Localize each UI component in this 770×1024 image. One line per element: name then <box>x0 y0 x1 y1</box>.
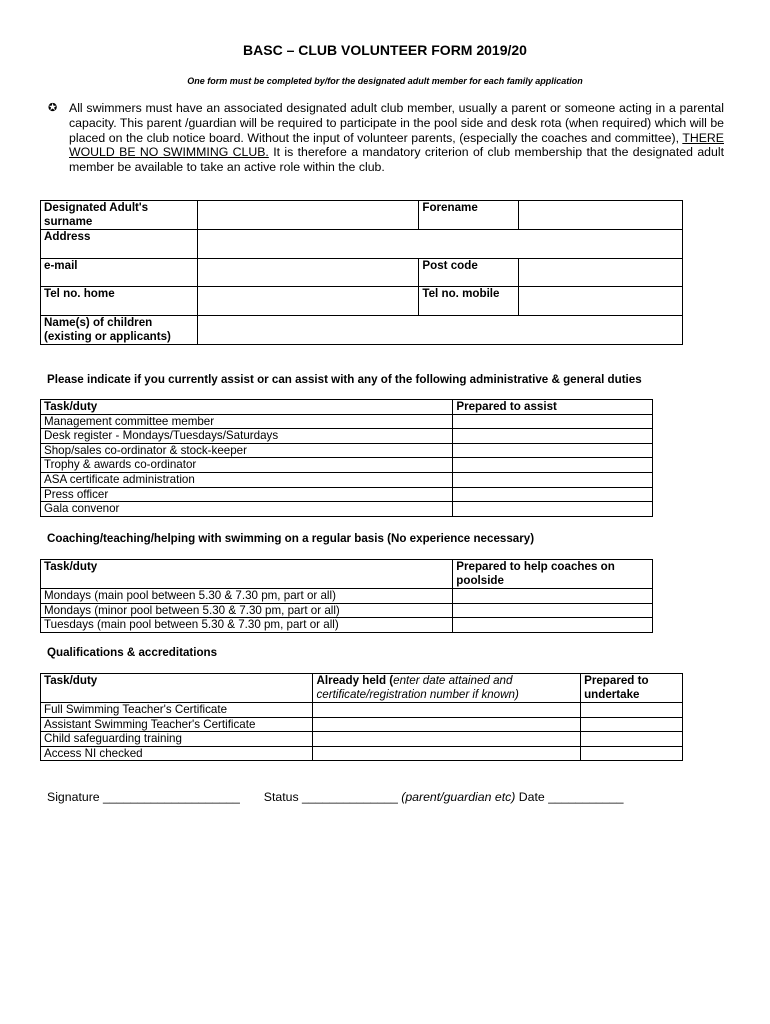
bullet-icon: ✪ <box>48 102 58 114</box>
admin-row-label: Management committee member <box>41 414 453 429</box>
admin-row-label: Gala convenor <box>41 502 453 517</box>
intro-text-2: It is therefore a mandatory criterion of club membership that the designated adult member be available to take an active role within the club. <box>69 145 724 175</box>
tel-mobile-label: Tel no. mobile <box>419 287 519 316</box>
tel-home-field[interactable] <box>197 287 419 316</box>
date-field[interactable]: Date ___________ <box>518 790 624 804</box>
intro-paragraph <box>48 101 724 175</box>
email-label: e-mail <box>41 259 198 287</box>
qualifications-heading: Qualifications & accreditations <box>47 646 218 659</box>
signature-line <box>47 790 623 804</box>
qual-undertake-field[interactable] <box>581 717 683 732</box>
email-field[interactable] <box>197 259 419 287</box>
forename-field[interactable] <box>519 201 683 230</box>
admin-row-label: Trophy & awards co-ordinator <box>41 458 453 473</box>
coaching-col-task: Task/duty <box>41 560 453 589</box>
surname-label: Designated Adult's surname <box>41 201 198 230</box>
coaching-row-checkbox[interactable] <box>453 618 653 633</box>
surname-field[interactable] <box>197 201 419 230</box>
admin-row-checkbox[interactable] <box>453 414 653 429</box>
coaching-row-label: Tuesdays (main pool between 5.30 & 7.30 pm, part or all) <box>41 618 453 633</box>
admin-col-prepared: Prepared to assist <box>453 400 653 415</box>
qual-row-label: Access NI checked <box>41 746 313 761</box>
coaching-table <box>40 559 653 633</box>
postcode-field[interactable] <box>519 259 683 287</box>
admin-row-checkbox[interactable] <box>453 487 653 502</box>
forename-label: Forename <box>419 201 519 230</box>
qual-held-field[interactable] <box>313 717 581 732</box>
address-field[interactable] <box>197 230 682 259</box>
form-subtitle: One form must be completed by/for the designated adult member for each family application <box>187 76 583 86</box>
admin-row-checkbox[interactable] <box>453 429 653 444</box>
qual-col-undertake: Prepared to undertake <box>581 674 683 703</box>
admin-row-checkbox[interactable] <box>453 458 653 473</box>
admin-row-label: ASA certificate administration <box>41 472 453 487</box>
qual-col-task: Task/duty <box>41 674 313 703</box>
qual-held-field[interactable] <box>313 703 581 718</box>
children-label: Name(s) of children (existing or applicants) <box>41 316 198 345</box>
qual-held-field[interactable] <box>313 746 581 761</box>
admin-row-checkbox[interactable] <box>453 502 653 517</box>
qual-row-label: Full Swimming Teacher's Certificate <box>41 703 313 718</box>
coaching-row-checkbox[interactable] <box>453 603 653 618</box>
signature-field[interactable]: Signature ____________________ <box>47 790 240 804</box>
qual-held-field[interactable] <box>313 732 581 747</box>
children-field[interactable] <box>197 316 682 345</box>
intro-underlined: THERE WOULD BE NO SWIMMING CLUB. <box>69 130 724 160</box>
admin-row-label: Press officer <box>41 487 453 502</box>
coaching-heading: Coaching/teaching/helping with swimming on a regular basis (No experience necessary) <box>47 532 535 545</box>
coaching-row-label: Mondays (main pool between 5.30 & 7.30 pm, part or all) <box>41 589 453 604</box>
qual-row-label: Child safeguarding training <box>41 732 313 747</box>
details-table <box>40 200 683 345</box>
coaching-row-label: Mondays (minor pool between 5.30 & 7.30 pm, part or all) <box>41 603 453 618</box>
admin-row-label: Shop/sales co-ordinator & stock-keeper <box>41 443 453 458</box>
intro-text-1: All swimmers must have an associated designated adult club member, usually a parent or someone acting in a parental capacity. This parent /guardian will be required to participate in the pool side and desk rota (when required) which will be placed on the club notice board. Without the input of volunteer parents, (especially the coaches and committee), <box>69 101 724 145</box>
qualifications-table <box>40 673 683 761</box>
qual-undertake-field[interactable] <box>581 732 683 747</box>
admin-heading: Please indicate if you currently assist or can assist with any of the following administrative & general duties <box>47 373 642 386</box>
qual-undertake-field[interactable] <box>581 703 683 718</box>
admin-col-task: Task/duty <box>41 400 453 415</box>
admin-row-label: Desk register - Mondays/Tuesdays/Saturdays <box>41 429 453 444</box>
qual-col-held: Already held (enter date attained and certificate/registration number if known) <box>313 674 581 703</box>
status-hint: (parent/guardian etc) <box>401 790 516 804</box>
postcode-label: Post code <box>419 259 519 287</box>
coaching-row-checkbox[interactable] <box>453 589 653 604</box>
tel-home-label: Tel no. home <box>41 287 198 316</box>
form-title: BASC – CLUB VOLUNTEER FORM 2019/20 <box>243 42 527 58</box>
admin-row-checkbox[interactable] <box>453 443 653 458</box>
admin-row-checkbox[interactable] <box>453 472 653 487</box>
coaching-col-prepared: Prepared to help coaches on poolside <box>453 560 653 589</box>
address-label: Address <box>41 230 198 259</box>
qual-row-label: Assistant Swimming Teacher's Certificate <box>41 717 313 732</box>
qual-undertake-field[interactable] <box>581 746 683 761</box>
admin-table <box>40 399 653 517</box>
tel-mobile-field[interactable] <box>519 287 683 316</box>
status-field[interactable]: Status ______________ <box>263 790 398 804</box>
